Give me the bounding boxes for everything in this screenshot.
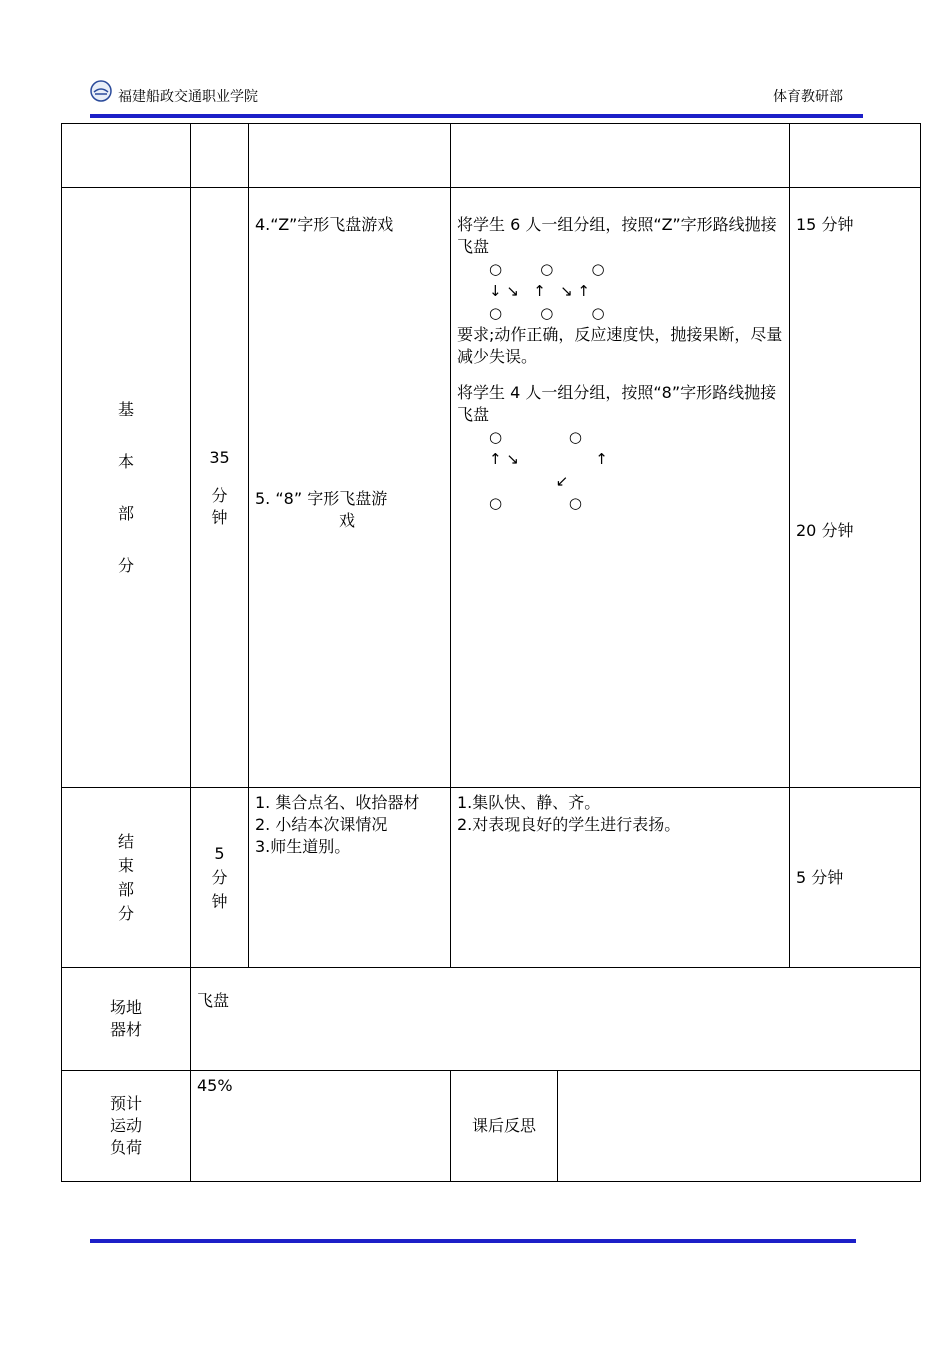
venue-label-line: 器材 [109,1020,142,1039]
eight-duration: 20 分钟 [796,521,854,540]
time-char: 钟 [211,507,228,527]
section-char: 部 [117,879,134,899]
ending-method-item: 1.集队快、静、齐。 [457,793,601,812]
ending-content-item: 1. 集合点名、收拾器材 [255,793,420,812]
reflection-label-cell [451,1071,558,1182]
content-item-eight-cont: 戏 [339,511,356,530]
section-char: 结 [117,831,134,851]
eight-route-diagram: ○ ○ ↑ ↘ ↑ ↙ ○ ○ [489,428,608,512]
load-value-cell [191,1071,451,1182]
time-char: 分 [211,867,228,887]
z-duration: 15 分钟 [796,215,854,234]
ending-method-cell [451,788,790,968]
basic-section-row [62,188,921,788]
section-char: 分 [117,903,134,923]
school-logo-icon [90,80,112,102]
z-route-diagram: ○ ○ ○ ↓ ↘ ↑ ↘ ↑ ○ ○ ○ [489,260,605,322]
time-number: 35 [209,447,230,467]
basic-duration-cell [790,188,921,788]
footer-rule [90,1239,856,1243]
basic-time-cell [191,188,249,788]
venue-label-cell [62,968,191,1071]
ending-duration: 5 分钟 [796,867,844,887]
ending-section-label [62,788,191,968]
venue-value: 飞盘 [197,991,230,1010]
basic-section-label [62,188,191,788]
load-label-line: 运动 [109,1116,142,1135]
venue-value-cell [191,968,921,1071]
time-char: 分 [211,485,228,505]
eight-intro: 将学生 4 人一组分组，按照“8”字形路线抛接飞盘 [457,383,777,424]
basic-method-cell [451,188,790,788]
section-char: 部 [117,503,134,523]
load-value: 45% [197,1076,233,1095]
venue-label-line: 场地 [109,998,142,1017]
content-item-eight: 5. “8” 字形飞盘游 [255,489,388,508]
ending-content-item: 2. 小结本次课情况 [255,815,388,834]
section-char: 束 [117,855,134,875]
load-row [62,1071,921,1182]
time-char: 钟 [211,891,228,911]
empty-cell [790,124,921,188]
basic-content-cell [249,188,451,788]
section-char: 本 [117,451,134,471]
empty-cell [191,124,249,188]
header-rule [90,114,863,118]
empty-cell [249,124,451,188]
ending-duration-cell [790,788,921,968]
content-item-z: 4.“Z”字形飞盘游戏 [255,215,394,234]
ending-method-item: 2.对表现良好的学生进行表扬。 [457,815,681,834]
empty-row [62,124,921,188]
empty-cell [451,124,790,188]
reflection-label: 课后反思 [471,1116,536,1135]
page-header [90,80,863,116]
venue-row [62,968,921,1071]
school-name: 福建船政交通职业学院 [118,89,258,105]
section-char: 基 [117,399,134,419]
z-intro: 将学生 6 人一组分组，按照“Z”字形路线抛接飞盘 [457,215,777,256]
ending-section-row [62,788,921,968]
lesson-plan-table [61,123,921,1182]
empty-cell [62,124,191,188]
department-name: 体育教研部 [773,89,843,105]
ending-content-item: 3.师生道别。 [255,837,351,856]
load-label-cell [62,1071,191,1182]
section-char: 分 [117,555,134,575]
load-label-line: 预计 [109,1094,142,1113]
reflection-value-cell [558,1071,921,1182]
ending-content-cell [249,788,451,968]
time-char: 5 [214,843,225,863]
load-label-line: 负荷 [109,1138,142,1157]
z-requirement: 要求;动作正确，反应速度快，抛接果断，尽量减少失误。 [457,325,783,366]
ending-time-cell [191,788,249,968]
